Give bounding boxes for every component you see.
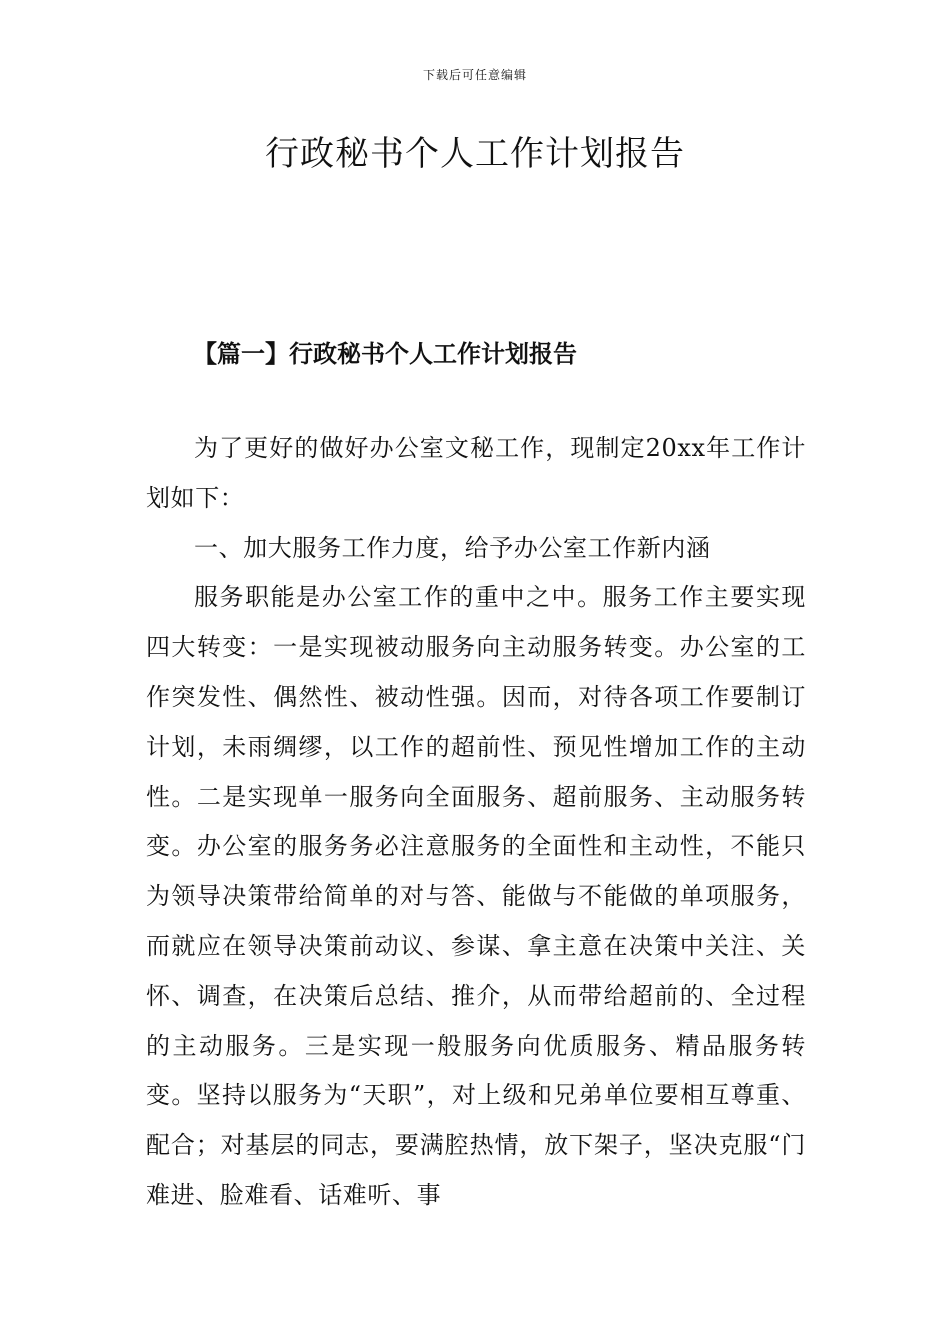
document-body	[146, 424, 806, 1221]
header-note: 下载后可任意编辑	[422, 68, 527, 82]
intro-paragraph: 为了更好的做好办公室文秘工作，现制定20xx年工作计划如下：	[146, 434, 806, 512]
body-paragraph: 服务职能是办公室工作的重中之中。服务工作主要实现四大转变：一是实现被动服务向主动服务转变。办公室的工作突发性、偶然性、被动性强。因而，对待各项工作要制订计划，未雨绸缪，以工作的超前性、预见性增加工作的主动性。二是实现单一服务向全面服务、超前服务、主动服务转变。办公室的服务务必注意服务的全面性和主动性，不能只为领导决策带给简单的对与答、能做与不能做的单项服务，而就应在领导决策前动议、参谋、拿主意在决策中关注、关怀、调查，在决策后总结、推介，从而带给超前的、全过程的主动服务。三是实现一般服务向优质服务、精品服务转变。坚持以服务为“天职”，对上级和兄弟单位要相互尊重、配合；对基层的同志，要满腔热情，放下架子，坚决克服“门难进、脸难看、话难听、事	[146, 583, 806, 1209]
section-heading: 【篇一】行政秘书个人工作计划报告	[193, 339, 577, 368]
subheading-paragraph: 一、加大服务工作力度，给予办公室工作新内涵	[194, 533, 711, 562]
document-title: 行政秘书个人工作计划报告	[265, 134, 685, 174]
